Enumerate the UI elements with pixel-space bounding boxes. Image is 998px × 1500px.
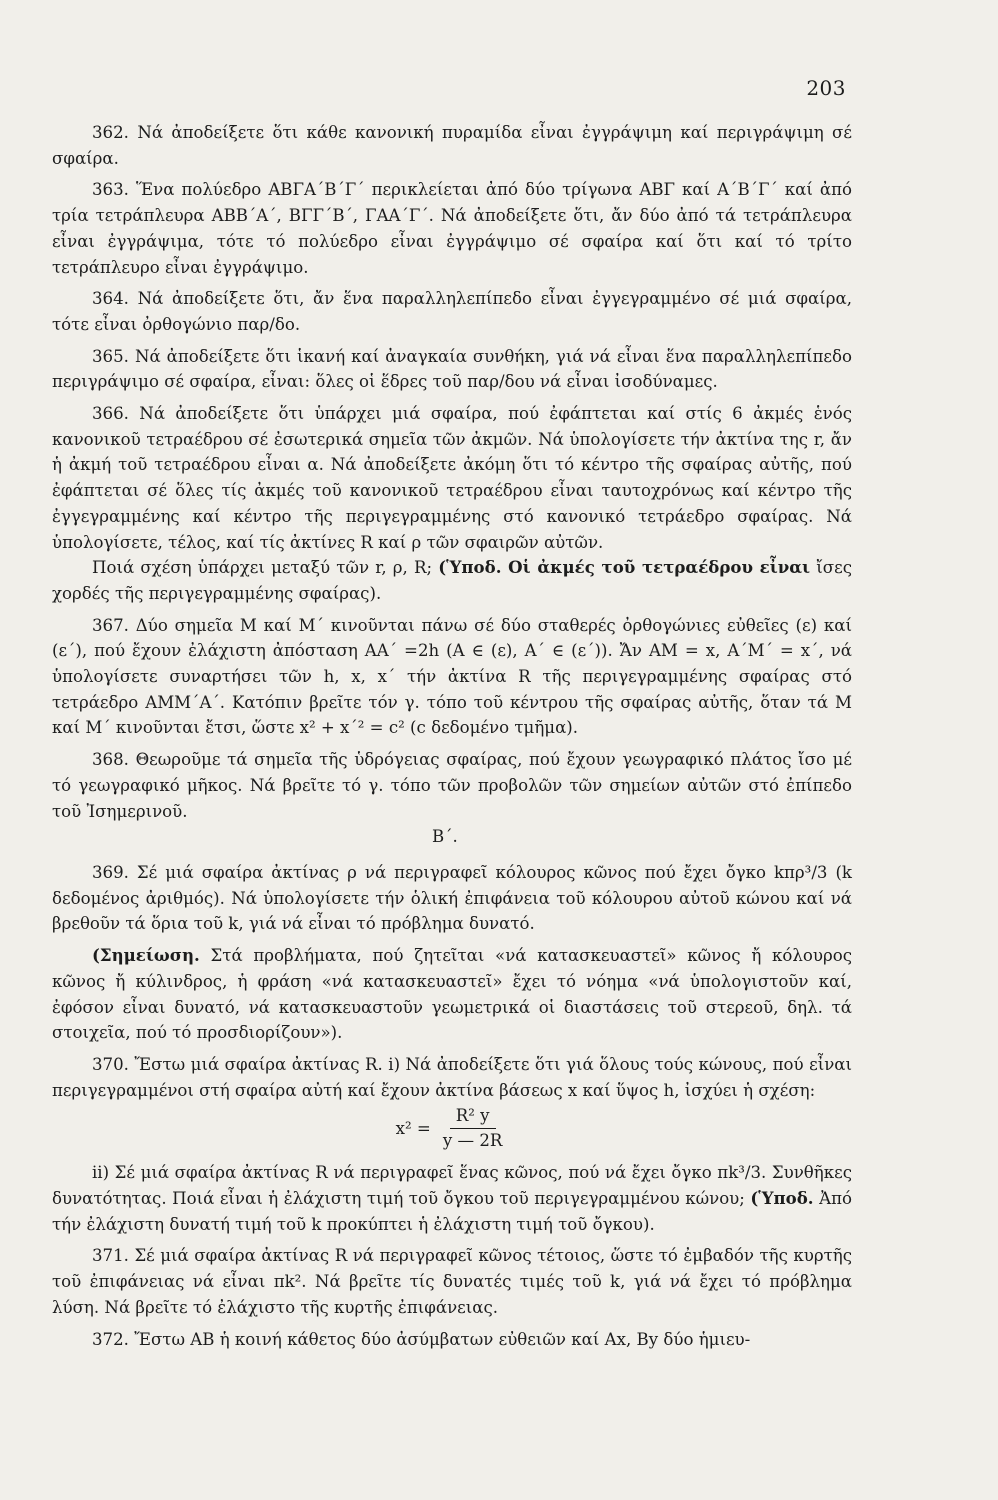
exercise-369: 369. Σέ μιά σφαίρα ἀκτίνας ρ νά περιγραφεῖ κόλουρος κῶνος πού ἔχει ὄγκο kπρ³/3 (k δεδομένος ἀριθμός). Νά ὑπολογίσετε τήν ὁλική ἐπιφάνεια τοῦ κόλουρου αὐτοῦ κώνου καί νά βρεθοῦν τά ὅρια τοῦ k, γιά νά εἶναι τό πρόβλημα δυνατό. <box>52 862 852 934</box>
exercise-370-part-ii <box>52 1160 852 1237</box>
exercise-371: 371. Σέ μιά σφαίρα ἀκτίνας R νά περιγραφεῖ κῶνος τέτοιος, ὥστε τό ἐμβαδόν τῆς κυρτῆς τοῦ ἐπιφάνειας νά εἶναι πk². Νά βρεῖτε τίς δυνατές τιμές τοῦ k, γιά νά ἔχει τό πρόβλημα λύση. Νά βρεῖτε τό ἐλάχιστο τῆς κυρτῆς ἐπιφάνειας. <box>52 1246 852 1317</box>
formula-lhs: x² = <box>395 1118 431 1138</box>
exercise-366-followup <box>52 555 852 606</box>
section-mark: Β΄. <box>432 827 458 847</box>
part-ii-text: ii) Σέ μιά σφαίρα ἀκτίνας R νά περιγραφεῖ ἕνας κῶνος, πού νά ἔχει ὄγκο πk³/3. Συνθῆκες δυνατότητας. Ποιά εἶναι ἡ ἐλάχιστη τιμή τοῦ ὄγκου τοῦ περιγεγραμμένου κώνου; <box>52 1163 852 1209</box>
part-ii-hint-text: Ἀπό τήν ἐλάχιστη δυνατή τιμή τοῦ k προκύπτει ἡ ἐλάχιστη τιμή τοῦ ὄγκου). <box>52 1189 852 1234</box>
formula-denominator: y — 2R <box>442 1131 503 1151</box>
exercise-363: 363. Ἕνα πολύεδρο ΑΒΓΑ΄Β΄Γ΄ περικλείεται ἀπό δύο τρίγωνα ΑΒΓ καί Α΄Β΄Γ΄ καί ἀπό τρία τετράπλευρα ΑΒΒ΄Α΄, ΒΓΓ΄Β΄, ΓΑΑ΄Γ΄. Νά ἀποδείξετε ὅτι, ἄν δύο ἀπό τά τετράπλευρα εἶναι ἐγγράψιμα, τότε τό πολύεδρο εἶναι ἐγγράψιμο σέ σφαίρα καί ὅτι καί τό τρίτο τετράπλευρο εἶναι ἐγγράψιμο. <box>52 180 852 277</box>
exercise-367: 367. Δύο σημεῖα Μ καί Μ΄ κινοῦνται πάνω σέ δύο σταθερές ὀρθογώνιες εὐθεῖες (ε) καί (ε΄), πού ἔχουν ἐλάχιστη ἀπόσταση ΑΑ΄ =2h (Α ∈ (ε), Α΄ ∈ (ε΄)). Ἄν ΑΜ = x, Α΄Μ΄ = x΄, νά ὑπολογίσετε συναρτήσει τῶν h, x, x΄ τήν ἀκτίνα R τῆς περιγεγραμμένης σφαίρας στό τετράεδρο ΑΜΜ΄Α΄. Κατόπιν βρεῖτε τόν γ. τόπο τοῦ κέντρου τῆς σφαίρας αὐτῆς, ὅταν τά Μ καί Μ΄ κινοῦνται ἔτσι, ὥστε x² + x΄² = c² (c δεδομένο τμῆμα). <box>52 615 852 738</box>
formula-numerator: R² y <box>450 1105 496 1129</box>
formula-fraction <box>437 1105 509 1152</box>
hint-text: ἴσες χορδές τῆς περιγεγραμμένης σφαίρας). <box>52 558 852 603</box>
exercise-362: 362. Νά ἀποδείξετε ὅτι κάθε κανονική πυραμίδα εἶναι ἐγγράψιμη καί περιγράψιμη σέ σφαίρα. <box>52 123 852 168</box>
note-label: (Σημείωση. <box>92 945 200 966</box>
exercise-364: 364. Νά ἀποδείξετε ὅτι, ἄν ἕνα παραλληλεπίπεδο εἶναι ἐγγεγραμμένο σέ μιά σφαίρα, τότε εἶναι ὀρθογώνιο παρ/δο. <box>52 289 852 334</box>
exercise-366: 366. Νά ἀποδείξετε ὅτι ὑπάρχει μιά σφαίρα, πού ἐφάπτεται καί στίς 6 ἀκμές ἑνός κανονικοῦ τετραέδρου σέ ἐσωτερικά σημεῖα τῶν ἀκμῶν. Νά ὑπολογίσετε τήν ἀκτίνα της r, ἄν ἡ ἀκμή τοῦ τετραέδρου εἶναι α. Νά ἀποδείξετε ἀκόμη ὅτι τό κέντρο τῆς σφαίρας αὐτῆς, πού ἐφάπτεται σέ ὅλες τίς ἀκμές τοῦ κανονικοῦ τετραέδρου εἶναι ταυτοχρόνως καί κέντρο τῆς ἐγγεγραμμένης καί κέντρο τῆς περιγεγραμμένης στό κανονικό τετράεδρο σφαίρας. Νά ὑπολογίσετε, τέλος, καί τίς ἀκτίνες R καί ρ τῶν σφαιρῶν αὐτῶν. <box>52 404 852 552</box>
note-text: Στά προβλήματα, πού ζητεῖται «νά κατασκευαστεῖ» κῶνος ἤ κόλουρος κῶνος ἤ κύλινδρος, ἡ φράση «νά κατασκευαστεῖ» ἔχει τό νόημα «νά ὑπολογιστοῦν καί, ἐφόσον εἶναι δυνατό, νά κατασκευαστοῦν γεωμετρικά οἱ διαστάσεις τοῦ στερεοῦ, δηλ. τά στοιχεῖα, πού τό προσδιορίζουν»). <box>52 946 852 1043</box>
page-number: 203 <box>806 76 846 100</box>
exercise-372: 372. Ἔστω ΑΒ ἡ κοινή κάθετος δύο ἀσύμβατων εὐθειῶν καί Αx, Βy δύο ἡμιευ- <box>92 1329 751 1349</box>
followup-question: Ποιά σχέση ὑπάρχει μεταξύ τῶν r, ρ, R; <box>92 558 439 578</box>
page-content <box>52 120 852 1358</box>
exercise-365: 365. Νά ἀποδείξετε ὅτι ἱκανή καί ἀναγκαία συνθήκη, γιά νά εἶναι ἕνα παραλληλεπίπεδο περιγράψιμο σέ σφαίρα, εἶναι: ὅλες οἱ ἕδρες τοῦ παρ/δου νά εἶναι ἰσοδύναμες. <box>52 346 852 392</box>
exercise-368: 368. Θεωροῦμε τά σημεῖα τῆς ὑδρόγειας σφαίρας, πού ἔχουν γεωγραφικό πλάτος ἴσο μέ τό γεωγραφικό μῆκος. Νά βρεῖτε τό γ. τόπο τῶν προβολῶν τῶν σημείων αὐτῶν στό ἐπίπεδο τοῦ Ἰσημερινοῦ. <box>52 750 852 821</box>
note <box>52 943 852 1046</box>
hint-label: (Ὑποδ. Οἱ ἀκμές τοῦ τετραέδρου εἶναι <box>438 557 811 578</box>
formula <box>52 1105 852 1152</box>
exercise-370: 370. Ἔστω μιά σφαίρα ἀκτίνας R. i) Νά ἀποδείξετε ὅτι γιά ὅλους τούς κώνους, πού εἶναι περιγεγραμμένοι στή σφαίρα αὐτή καί ἔχουν ἀκτίνα βάσεως x καί ὕψος h, ἰσχύει ἡ σχέση: <box>52 1054 852 1100</box>
part-ii-hint-label: (Ὑποδ. <box>750 1188 814 1209</box>
